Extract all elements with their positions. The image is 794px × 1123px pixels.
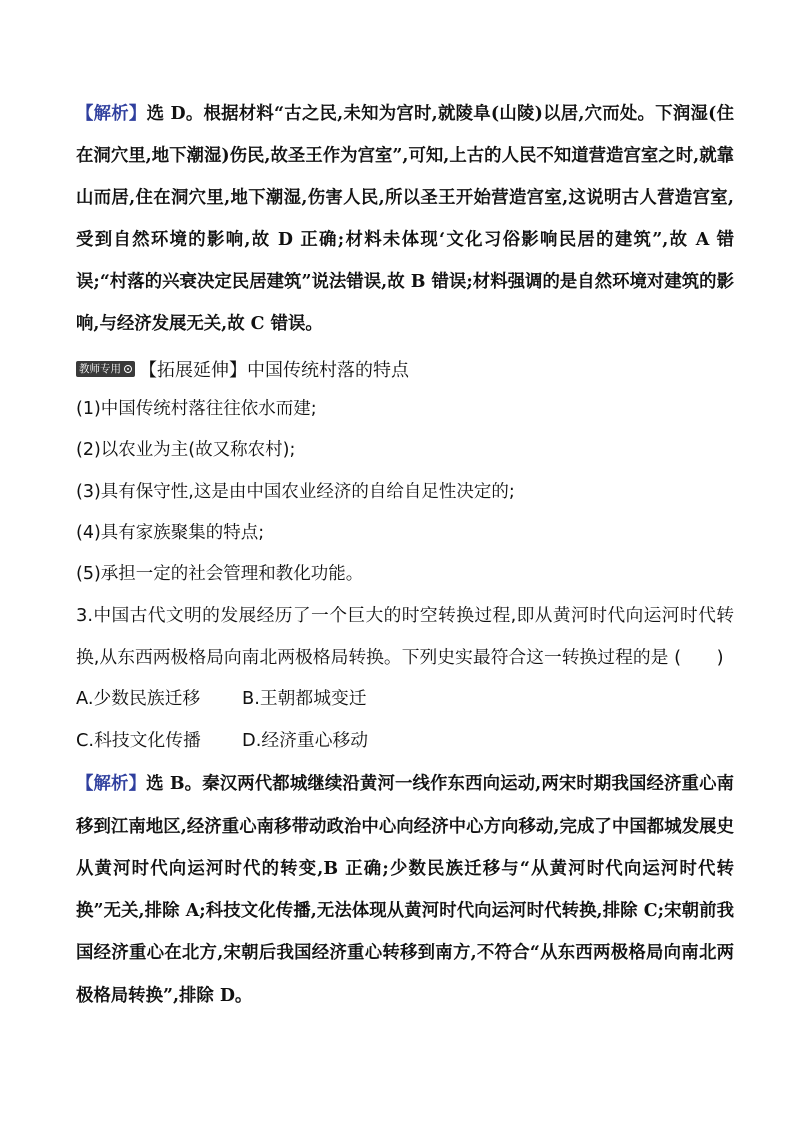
bracket-open: 【 [76, 104, 94, 124]
analysis-text: 选 B。秦汉两代都城继续沿黄河一线作东西向运动,两宋时期我国经济重心南移到江南地区,经济重心南移带动政治中心向经济中心方向移动,完成了中国都城发展史从黄河时代向运河时代的转变,B 正确;少数民族迁移与“从黄河时代向运河时代转换”无关,排除 A;科技文化传播,无法体现从黄河时代向运河时代转换,排除 C;宋朝前我国经济重心在北方,宋朝后我国经济重心转移到南方,不符合“从东西两极格局向南北两极格局转换”,排除 D。 [76, 774, 734, 1006]
question-options [76, 678, 734, 762]
extension-title: 【拓展延伸】中国传统村落的特点 [139, 360, 409, 381]
option-c: C.科技文化传播 [76, 730, 201, 752]
option-a: A.少数民族迁移 [76, 688, 201, 710]
list-item: (2)以农业为主(故又称农村); [76, 440, 296, 461]
teacher-only-badge [76, 361, 135, 377]
bracket-open: 【 [76, 774, 94, 795]
extension-header [76, 349, 734, 389]
analysis-paragraph-1 [76, 93, 734, 345]
bracket-close: 】 [128, 774, 147, 795]
bracket-close: 】 [128, 104, 147, 124]
list-item: (4)具有家族聚集的特点; [76, 522, 265, 543]
analysis-text: 选 D。根据材料“古之民,未知为宫时,就陵阜(山陵)以居,穴而处。下润湿(住在洞穴里,地下潮湿)伤民,故圣王作为宫室”,可知,上古的人民不知道营造宫室之时,就靠山而居,住在洞穴里,地下潮湿,伤害人民,所以圣王开始营造宫室,这说明古人营造宫室,受到自然环境的影响,故 D 正确;材料未体现‘文化习俗影响民居的建筑”,故 A 错误;“村落的兴衰决定民居建筑”说法错误,故 B 错误;材料强调的是自然环境对建筑的影响,与经济发展无关,故 C 错误。 [76, 104, 734, 334]
option-d: D.经济重心移动 [242, 730, 369, 752]
badge-label: 教师专用 [79, 363, 121, 375]
list-item: (1)中国传统村落往往依水而建; [76, 399, 317, 419]
list-item: (3)具有保守性,这是由中国农业经济的自给自足性决定的; [76, 481, 515, 502]
target-icon [124, 365, 132, 373]
options-row-1 [76, 678, 734, 720]
option-b: B.王朝都城变迁 [242, 688, 367, 710]
extension-list [76, 389, 734, 595]
analysis-label: 解析 [93, 774, 129, 795]
options-row-2 [76, 720, 734, 762]
analysis-label: 解析 [93, 104, 129, 124]
analysis-paragraph-2 [76, 763, 734, 1016]
question-stem: 3.中国古代文明的发展经历了一个巨大的时空转换过程,即从黄河时代向运河时代转换,从东西两极格局向南北两极格局转换。下列史实最符合这一转换过程的是 ( ) [76, 605, 734, 668]
list-item: (5)承担一定的社会管理和教化功能。 [76, 564, 364, 585]
